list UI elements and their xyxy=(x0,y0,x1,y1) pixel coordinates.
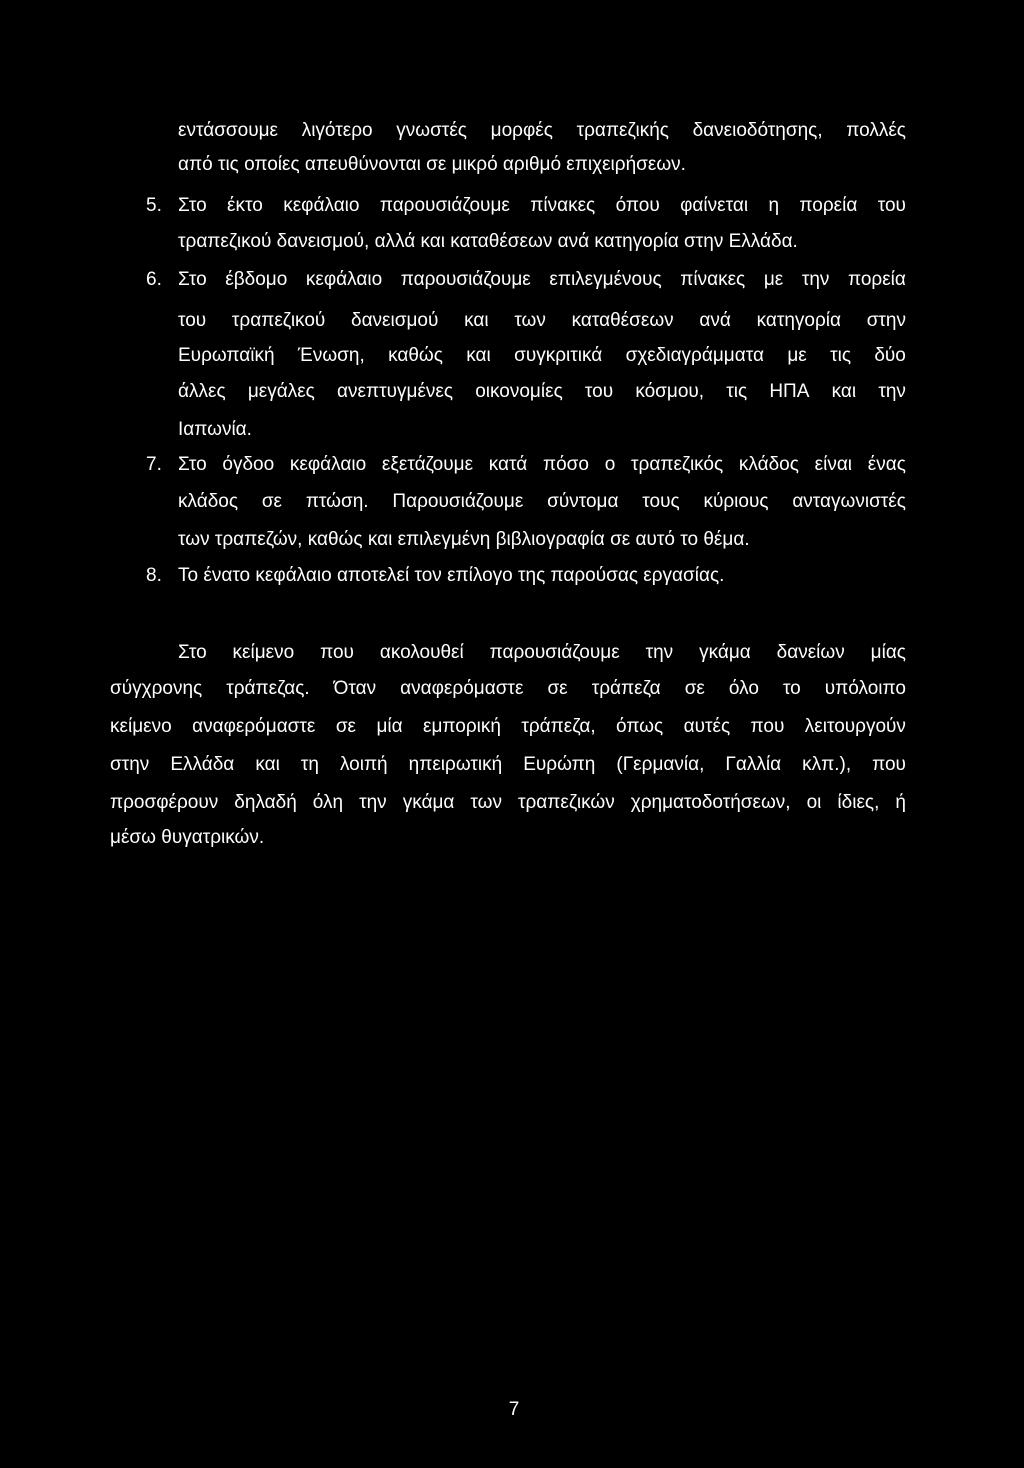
word: και xyxy=(831,381,857,402)
word: παρουσιάζουμε xyxy=(400,269,531,290)
word: και xyxy=(255,754,280,775)
word: οι xyxy=(806,792,822,813)
word: με xyxy=(763,269,784,290)
word: πίνακες xyxy=(680,269,746,290)
paragraph-line xyxy=(110,791,906,815)
list-item-line xyxy=(178,490,906,514)
word: όλο xyxy=(728,678,759,699)
word: στην xyxy=(866,310,906,331)
word: φαίνεται xyxy=(680,195,749,216)
word: αναφερόμαστε xyxy=(192,716,316,737)
word: σε xyxy=(547,678,568,699)
word: κατηγορία xyxy=(756,310,841,331)
word: Στο xyxy=(178,269,207,290)
word: στην xyxy=(110,754,150,775)
paragraph-line xyxy=(110,753,906,777)
word: Παρουσιάζουμε xyxy=(392,491,524,512)
word: άλλες xyxy=(178,381,226,402)
word: πορεία xyxy=(848,269,906,290)
word: πτώση. xyxy=(305,491,369,512)
list-item-line xyxy=(178,528,906,552)
word: ένας xyxy=(867,454,906,475)
word: παρουσιάζουμε xyxy=(489,642,620,663)
word: Όταν xyxy=(333,678,377,699)
word: το xyxy=(782,678,801,699)
list-continuation-line-2 xyxy=(178,153,906,177)
list-continuation-line-1 xyxy=(178,119,906,143)
word: την xyxy=(878,381,906,402)
word: όπου xyxy=(615,195,660,216)
word: χρηματοδοτήσεων, xyxy=(630,792,791,813)
list-item-line xyxy=(178,380,906,404)
word: όλη xyxy=(312,792,344,813)
word: κείμενο xyxy=(232,642,295,663)
word: Ελλάδα xyxy=(170,754,235,775)
word: Στο xyxy=(178,195,207,216)
word: κείμενο xyxy=(110,716,172,737)
word: ίδιες, xyxy=(837,792,880,813)
word: συγκριτικά xyxy=(514,345,603,366)
word: ανά xyxy=(699,310,731,331)
word: τη xyxy=(300,754,319,775)
word: δανεισμού xyxy=(351,310,439,331)
word: δύο xyxy=(874,345,906,366)
word: που xyxy=(320,642,354,663)
paragraph-line xyxy=(178,641,906,665)
word: κεφάλαιο xyxy=(305,269,383,290)
word: τραπεζικών xyxy=(517,792,615,813)
word: την xyxy=(359,792,387,813)
word: τράπεζα xyxy=(591,678,661,699)
word: αναφερόμαστε xyxy=(400,678,524,699)
word: τις xyxy=(830,345,851,366)
text-line: Ιαπωνία. xyxy=(178,419,252,440)
word: η xyxy=(768,195,780,216)
word: τραπεζικής xyxy=(576,120,669,141)
word: ηπειρωτική xyxy=(408,754,503,775)
word: τράπεζας. xyxy=(226,678,310,699)
word: Ένωση, xyxy=(297,345,365,366)
word: λοιπή xyxy=(339,754,388,775)
word: ο xyxy=(604,454,616,475)
word: λειτουργούν xyxy=(804,716,906,737)
word: ή xyxy=(895,792,906,813)
page-number: 7 xyxy=(508,1399,520,1420)
word: γκάμα xyxy=(699,642,751,663)
word: εξετάζουμε xyxy=(381,454,474,475)
text-line: των τραπεζών, καθώς και επιλεγμένη βιβλιογραφία σε αυτό το θέμα. xyxy=(178,529,750,550)
word: του xyxy=(178,310,207,331)
word: μίας xyxy=(870,642,906,663)
word: καθώς xyxy=(388,345,443,366)
word: και xyxy=(464,310,489,331)
word: κεφάλαιο xyxy=(289,454,367,475)
word: και xyxy=(466,345,491,366)
word: οικονομίες xyxy=(475,381,563,402)
word: γνωστές xyxy=(396,120,467,141)
word: τους xyxy=(642,491,680,512)
word: πορεία xyxy=(799,195,858,216)
word: προσφέρουν xyxy=(110,792,219,813)
list-number: 5. xyxy=(146,195,162,216)
word: δηλαδή xyxy=(234,792,297,813)
text-line: από τις οποίες απευθύνονται σε μικρό αριθμό επιχειρήσεων. xyxy=(178,154,686,175)
word: μεγάλες xyxy=(247,381,315,402)
word: του xyxy=(584,381,614,402)
word: δανειοδότησης, xyxy=(692,120,823,141)
word: πόσο xyxy=(543,454,589,475)
word: έκτο xyxy=(227,195,263,216)
word: που xyxy=(872,754,906,775)
text-line: Το ένατο κεφάλαιο αποτελεί τον επίλογο της παρούσας εργασίας. xyxy=(178,565,725,586)
list-item-line xyxy=(178,194,906,218)
word: εντάσσουμε xyxy=(178,120,279,141)
word: πίνακες xyxy=(530,195,596,216)
paragraph-line xyxy=(110,826,906,850)
word: ΗΠΑ xyxy=(769,381,810,402)
word: μία xyxy=(376,716,403,737)
list-item-line xyxy=(178,564,906,588)
word: Ευρωπαϊκή xyxy=(178,345,275,366)
word: δανείων xyxy=(776,642,845,663)
list-number: 7. xyxy=(146,454,162,475)
word: όπως xyxy=(616,716,664,737)
word: όγδοο xyxy=(222,454,275,475)
list-item-line xyxy=(178,230,906,254)
list-number: 8. xyxy=(146,565,162,586)
word: των xyxy=(514,310,546,331)
word: κλπ.), xyxy=(802,754,852,775)
word: κλάδος xyxy=(738,454,799,475)
word: υπόλοιπο xyxy=(824,678,906,699)
paragraph-line xyxy=(110,715,906,739)
word: λιγότερο xyxy=(301,120,373,141)
word: τραπεζικός xyxy=(631,454,724,475)
word: σύντομα xyxy=(547,491,619,512)
text-line: τραπεζικού δανεισμού, αλλά και καταθέσεων ανά κατηγορία στην Ελλάδα. xyxy=(178,231,798,252)
word: παρουσιάζουμε xyxy=(379,195,510,216)
word: Στο xyxy=(178,642,207,663)
word: των xyxy=(470,792,502,813)
word: ακολουθεί xyxy=(379,642,464,663)
word: επιλεγμένους xyxy=(549,269,662,290)
word: τράπεζα, xyxy=(521,716,596,737)
word: του xyxy=(877,195,906,216)
word: Στο xyxy=(178,454,207,475)
word: μορφές xyxy=(490,120,553,141)
word: με xyxy=(787,345,807,366)
text-line: μέσω θυγατρικών. xyxy=(110,827,265,848)
list-item-line xyxy=(178,268,906,292)
word: σύγχρονης xyxy=(110,678,203,699)
list-item-line xyxy=(178,418,906,442)
word: κλάδος xyxy=(178,491,238,512)
word: αυτές xyxy=(683,716,731,737)
word: την xyxy=(801,269,830,290)
word: κεφάλαιο xyxy=(283,195,360,216)
word: κόσμου, xyxy=(635,381,705,402)
word: Ευρώπη xyxy=(523,754,596,775)
word: σε xyxy=(335,716,357,737)
list-item-line xyxy=(178,344,906,368)
word: γκάμα xyxy=(402,792,455,813)
word: καταθέσεων xyxy=(571,310,674,331)
word: (Γερμανία, xyxy=(616,754,705,775)
word: είναι xyxy=(814,454,853,475)
list-number: 6. xyxy=(146,269,162,290)
list-item-line xyxy=(178,309,906,333)
word: ανεπτυγμένες xyxy=(337,381,454,402)
word: Γαλλία xyxy=(725,754,782,775)
word: σε xyxy=(684,678,705,699)
word: τις xyxy=(726,381,748,402)
word: που xyxy=(750,716,785,737)
word: ανταγωνιστές xyxy=(792,491,906,512)
list-item-line xyxy=(178,453,906,477)
word: την xyxy=(645,642,674,663)
word: σε xyxy=(261,491,283,512)
word: πολλές xyxy=(846,120,906,141)
word: τραπεζικού xyxy=(231,310,326,331)
word: σχεδιαγράμματα xyxy=(625,345,764,366)
word: έβδομο xyxy=(225,269,288,290)
word: εμπορική xyxy=(423,716,501,737)
paragraph-line xyxy=(110,677,906,701)
word: κύριους xyxy=(703,491,769,512)
word: κατά xyxy=(488,454,528,475)
